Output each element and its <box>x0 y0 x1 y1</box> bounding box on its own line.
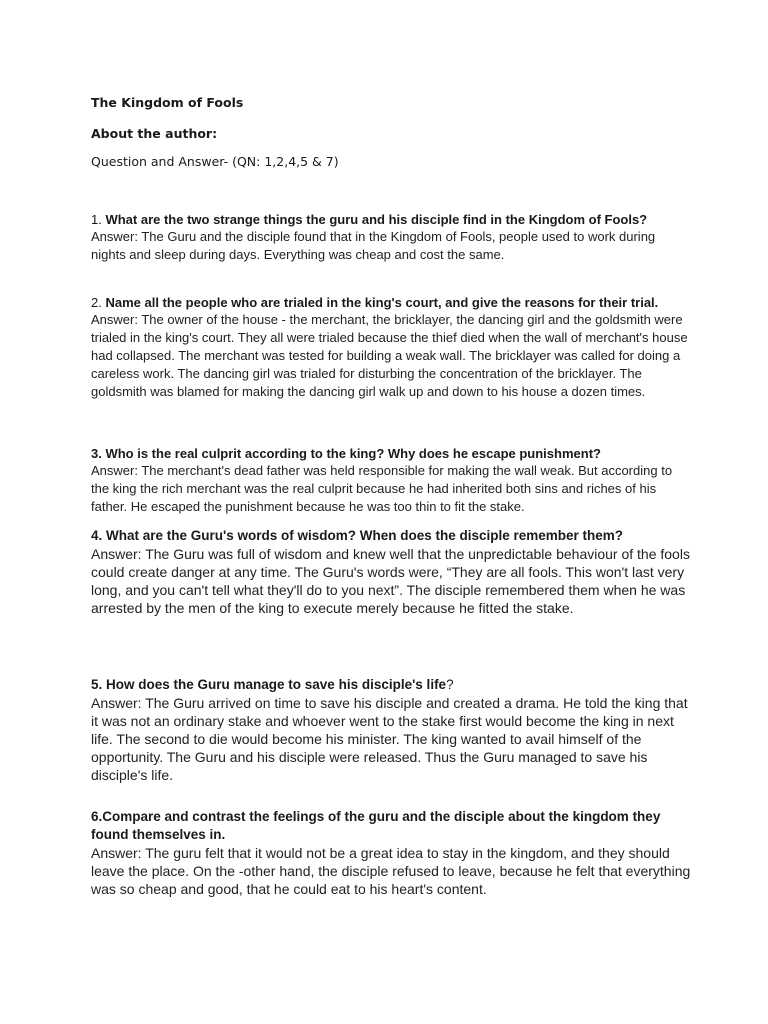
question-number: 6. <box>91 809 103 824</box>
qa-block-2 <box>91 294 691 401</box>
question-4 <box>91 527 691 545</box>
question-number: 2. <box>91 295 102 310</box>
question-text: How does the Guru manage to save his disciple's life <box>102 677 447 692</box>
qa-block-1 <box>91 211 691 264</box>
answer-2: Answer: The owner of the house - the merchant, the bricklayer, the dancing girl and the goldsmith were trialed in the king's court. They all were trialed because the thief died when the wall of merchant's house had collapsed. The merchant was tested for building a weak wall. The bricklayer was called for doing a careless work. The dancing girl was trialed for disturbing the concentration of the bricklayer. The goldsmith was blamed for making the dancing girl walk up and down to his house a dozen times. <box>91 312 688 399</box>
answer-5: Answer: The Guru arrived on time to save his disciple and created a drama. He told the king that it was not an ordinary stake and whoever went to the stake first would become the king in next life. The second to die would become his minister. The king wanted to avail himself of the opportunity. The Guru and his disciple were released. Thus the Guru managed to save his disciple's life. <box>91 695 688 783</box>
qa-heading: Question and Answer- (QN: 1,2,4,5 & 7) <box>91 154 339 169</box>
question-2 <box>91 294 691 311</box>
qa-block-3 <box>91 445 691 516</box>
question-number: 5. <box>91 677 103 692</box>
document-title: The Kingdom of Fools <box>91 95 244 110</box>
about-author-heading: About the author: <box>91 126 218 141</box>
question-6 <box>91 808 691 844</box>
question-text: What are the Guru's words of wisdom? When does the disciple remember them? <box>102 528 624 543</box>
question-text: Compare and contrast the feelings of the guru and the disciple about the kingdom they found themselves in. <box>91 809 661 842</box>
answer-4: Answer: The Guru was full of wisdom and knew well that the unpredictable behaviour of the fools could create danger at any time. The Guru's words were, “They are all fools. This won't last very long, and you can't tell what they'll do to you next”. The disciple remembered them when he was arrested by the men of the king to execute merely because he fitted the stake. <box>91 546 690 616</box>
question-1 <box>91 211 691 228</box>
qa-block-4 <box>91 527 691 617</box>
question-text: What are the two strange things the guru and his disciple find in the Kingdom of Fools? <box>101 212 648 227</box>
question-number: 3. <box>91 446 102 461</box>
question-number: 4. <box>91 528 103 543</box>
answer-3: Answer: The merchant's dead father was held responsible for making the wall weak. But according to the king the rich merchant was the real culprit because he had inherited both sins and riches of his father. He escaped the punishment because he was too thin to fit the stake. <box>91 463 673 514</box>
qa-block-5 <box>91 676 691 784</box>
question-3 <box>91 445 691 462</box>
question-number: 1. <box>91 212 102 227</box>
answer-1: Answer: The Guru and the disciple found that in the Kingdom of Fools, people used to work during nights and sleep during days. Everything was cheap and cost the same. <box>91 229 656 262</box>
qa-block-6 <box>91 808 691 898</box>
answer-6: Answer: The guru felt that it would not be a great idea to stay in the kingdom, and they should leave the place. On the -other hand, the disciple refused to leave, because he felt that everything was so cheap and good, that he could eat to his heart's content. <box>91 845 691 897</box>
question-text: Name all the people who are trialed in the king's court, and give the reasons for their trial. <box>101 295 659 310</box>
question-5 <box>91 676 691 694</box>
question-suffix: ? <box>446 677 454 692</box>
question-text: Who is the real culprit according to the king? Why does he escape punishment? <box>101 446 601 461</box>
